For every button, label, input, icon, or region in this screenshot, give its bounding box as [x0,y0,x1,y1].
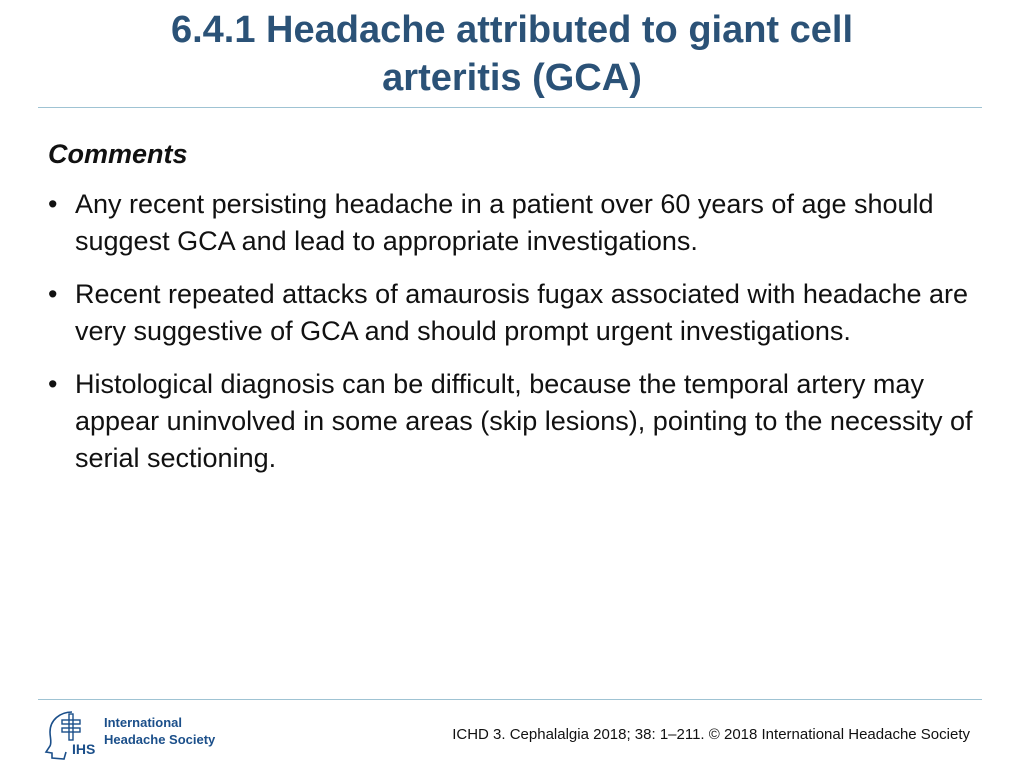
footer-divider [38,699,982,700]
list-item [48,366,978,477]
slide-body [48,136,978,493]
list-item [48,276,978,350]
logo-line-1: International [104,715,183,730]
logo-mark-letters: IHS [72,741,96,757]
logo-line-2: Headache Society [104,732,216,747]
bullet-icon: • [48,369,58,399]
comments-heading: Comments [48,139,188,169]
slide-title-line-1: 6.4.1 Headache attributed to giant cell [170,9,854,51]
title-divider [38,107,982,108]
bullet-icon: • [48,279,58,309]
list-item-text: Recent repeated attacks of amaurosis fugax associated with headache are very suggestive of GCA and should prompt urgent investigations. [75,279,969,346]
ihs-logo [42,708,232,762]
logo-wordmark [104,714,215,748]
list-item-text: Histological diagnosis can be difficult, because the temporal artery may appear uninvolved in some areas (skip lesions), pointing to the necessity of serial sectioning. [75,369,973,473]
comments-list [48,186,978,477]
bullet-icon: • [48,189,58,219]
slide-title-line-2: arteritis (GCA) [382,57,642,99]
footer-citation: ICHD 3. Cephalalgia 2018; 38: 1–211. © 2018 International Headache Society [452,726,970,743]
list-item-text: Any recent persisting headache in a patient over 60 years of age should suggest GCA and lead to appropriate investigations. [75,189,934,256]
ihs-head-logo-icon [42,708,102,762]
slide-title [60,6,964,102]
list-item [48,186,978,260]
